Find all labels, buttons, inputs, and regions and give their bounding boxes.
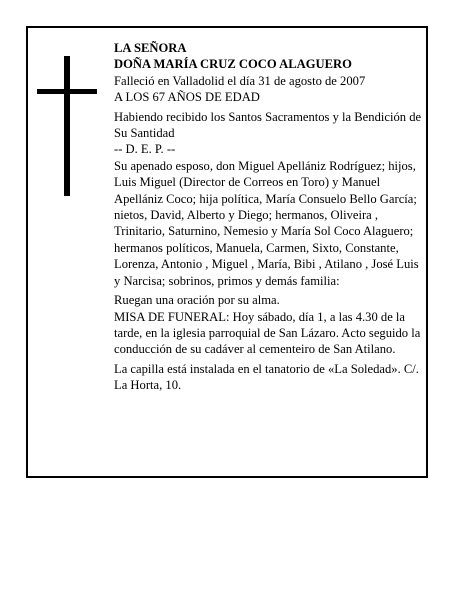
notice-title: LA SEÑORA [114,41,187,55]
prayer-request: Ruegan una oración por su alma. [114,293,280,308]
family-list: Su apenado esposo, don Miguel Apellániz Rodríguez; hijos, Luis Miguel (Director de Correos en Toro) y Manuel Apellániz Coco; hija política, María Consuelo Bello García; nietos, David, Alberto y Diego; hermanos, Oliveira , Trinitario, Saturnino, Nemesio y María Sol Coco Alaguero; hermanos políticos, Manuela, Carmen, Sixto, Constante, Lorenza, Antonio , Miguel , María, Bibi , Atilano , José Luis y Narcisa; sobrinos, primos y demás familia: [114,158,419,288]
cross-vertical-bar [64,56,70,196]
deceased-name: DOÑA MARÍA CRUZ COCO ALAGUERO [114,57,352,72]
rip-line: -- D. E. P. -- [114,142,176,157]
age-line: A LOS 67 AÑOS DE EDAD [114,90,260,105]
cross-horizontal-bar [37,89,97,94]
death-line: Falleció en Valladolid el día 31 de agosto de 2007 [114,73,366,88]
obituary-text [114,40,426,394]
sacraments-line: Habiendo recibido los Santos Sacramentos y la Bendición de Su Santidad [114,109,422,141]
funeral-details: MISA DE FUNERAL: Hoy sábado, día 1, a las 4.30 de la tarde, en la iglesia parroquial de San Lázaro. Acto seguido la conducción de su cadáver al cementeiro de San Atilano. [114,309,421,357]
chapel-details: La capilla está instalada en el tanatorio de «La Soledad». C/. La Horta, 10. [114,361,419,393]
